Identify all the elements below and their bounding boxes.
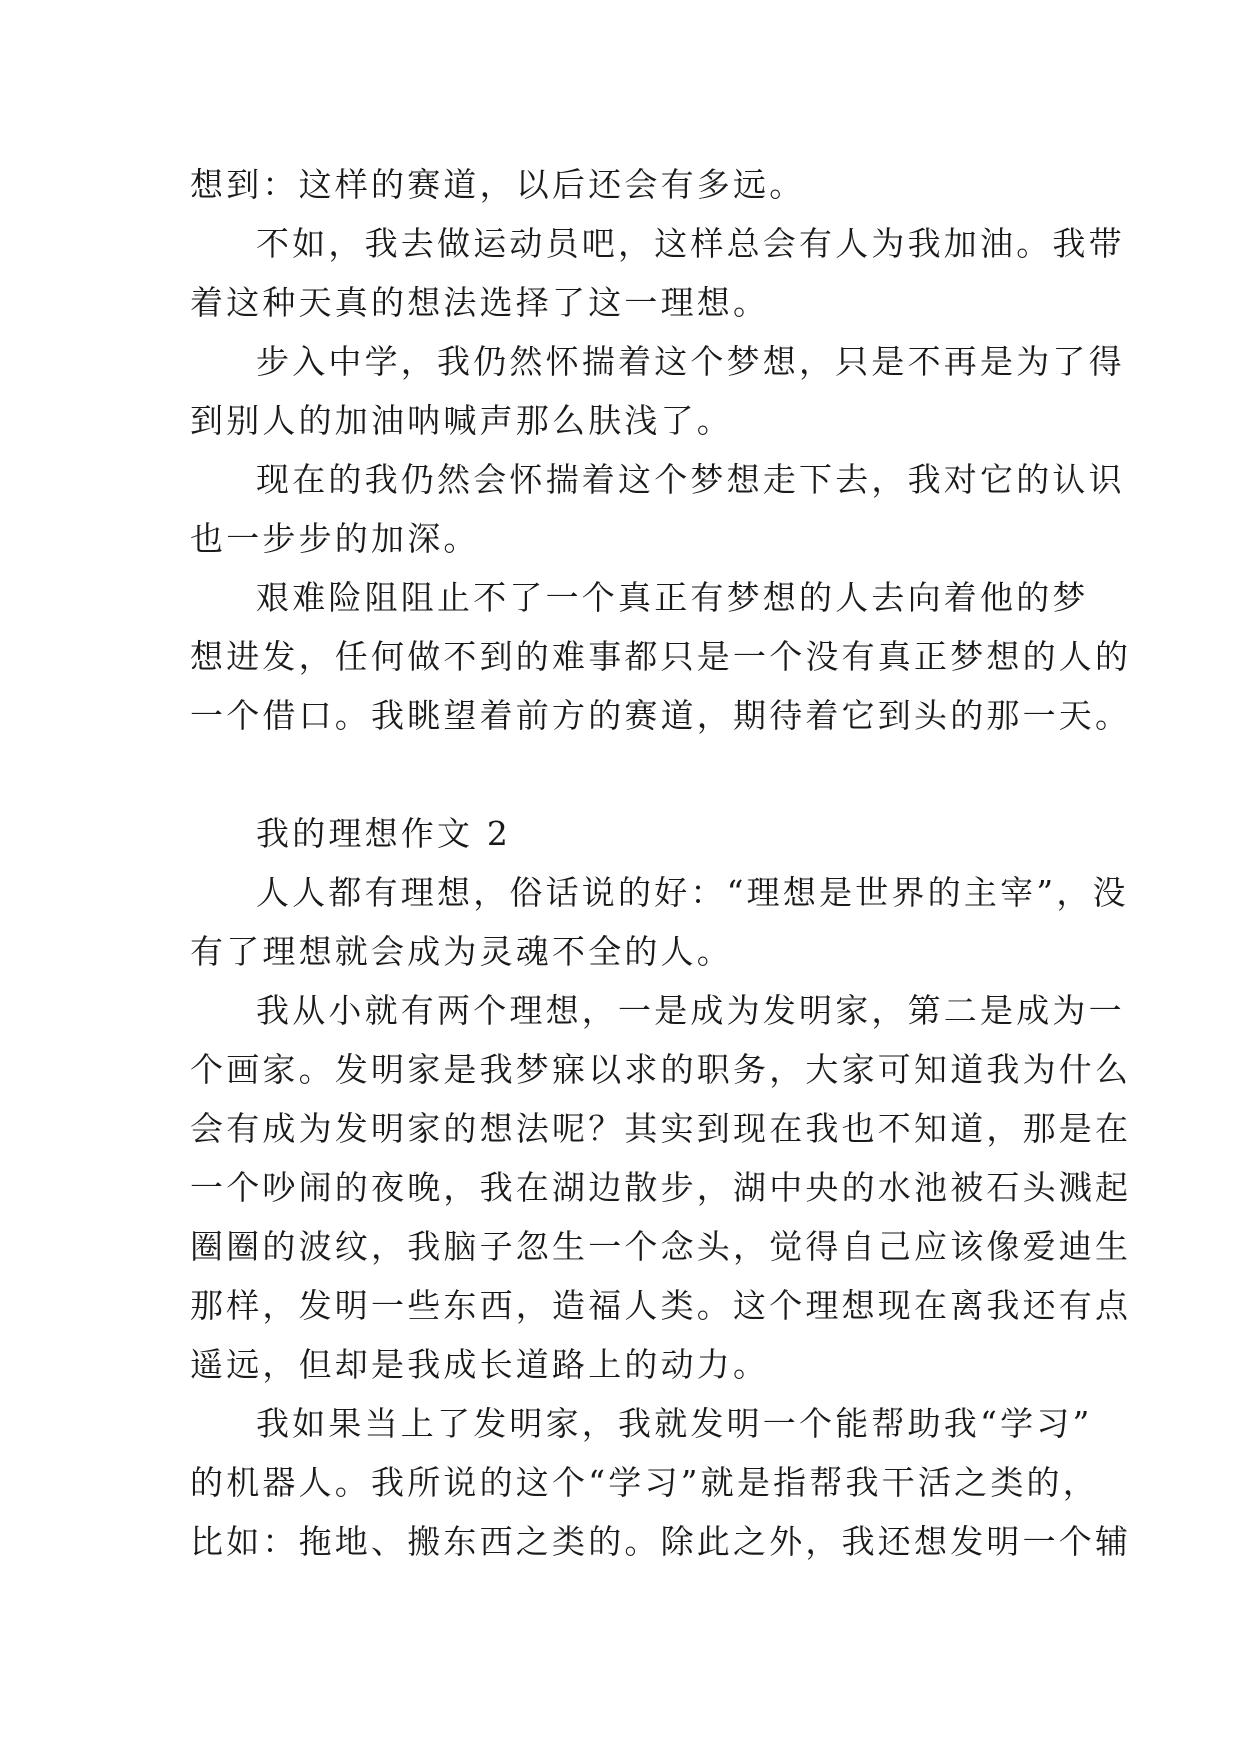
paragraph-line: 我如果当上了发明家，我就发明一个能帮助我“学习”: [256, 1404, 1093, 1443]
paragraph-line: 有了理想就会成为灵魂不全的人。: [190, 932, 733, 971]
section-spacer: [190, 745, 1090, 804]
essay-title: 我的理想作文 2: [256, 814, 512, 853]
paragraph-line: 不如，我去做运动员吧，这样总会有人为我加油。我带: [256, 224, 1125, 263]
paragraph-line: 步入中学，我仍然怀揣着这个梦想，只是不再是为了得: [256, 342, 1125, 381]
paragraph-line: 个画家。发明家是我梦寐以求的职务，大家可知道我为什么: [190, 1050, 1132, 1089]
paragraph-line: 到别人的加油呐喊声那么肤浅了。: [190, 401, 733, 440]
paragraph-line: 一个借口。我眺望着前方的赛道，期待着它到头的那一天。: [190, 696, 1132, 735]
paragraph-line: 一个吵闹的夜晚，我在湖边散步，湖中央的水池被石头溅起: [190, 1168, 1132, 1207]
paragraph-line: 的机器人。我所说的这个“学习”就是指帮我干活之类的，: [190, 1463, 1099, 1502]
paragraph-line: 比如：拖地、搬东西之类的。除此之外，我还想发明一个辅: [190, 1522, 1132, 1561]
paragraph-line: 遥远，但却是我成长道路上的动力。: [190, 1345, 770, 1384]
paragraph-line: 想到：这样的赛道，以后还会有多远。: [190, 165, 806, 204]
paragraph-line: 那样，发明一些东西，造福人类。这个理想现在离我还有点: [190, 1286, 1132, 1325]
paragraph-line: 着这种天真的想法选择了这一理想。: [190, 283, 770, 322]
paragraph-line: 想进发，任何做不到的难事都只是一个没有真正梦想的人的: [190, 637, 1132, 676]
paragraph-line: 圈圈的波纹，我脑子忽生一个念头，觉得自己应该像爱迪生: [190, 1227, 1132, 1266]
paragraph-line: 艰难险阻阻止不了一个真正有梦想的人去向着他的梦: [256, 578, 1089, 617]
paragraph-line: 人人都有理想，俗话说的好：“理想是世界的主宰”，没: [256, 873, 1129, 912]
essay-text: [190, 155, 1132, 1571]
paragraph-line: 现在的我仍然会怀揣着这个梦想走下去，我对它的认识: [256, 460, 1125, 499]
paragraph-line: 也一步步的加深。: [190, 519, 480, 558]
paragraph-line: 会有成为发明家的想法呢？其实到现在我也不知道，那是在: [190, 1109, 1132, 1148]
paragraph-line: 我从小就有两个理想，一是成为发明家，第二是成为一: [256, 991, 1125, 1030]
